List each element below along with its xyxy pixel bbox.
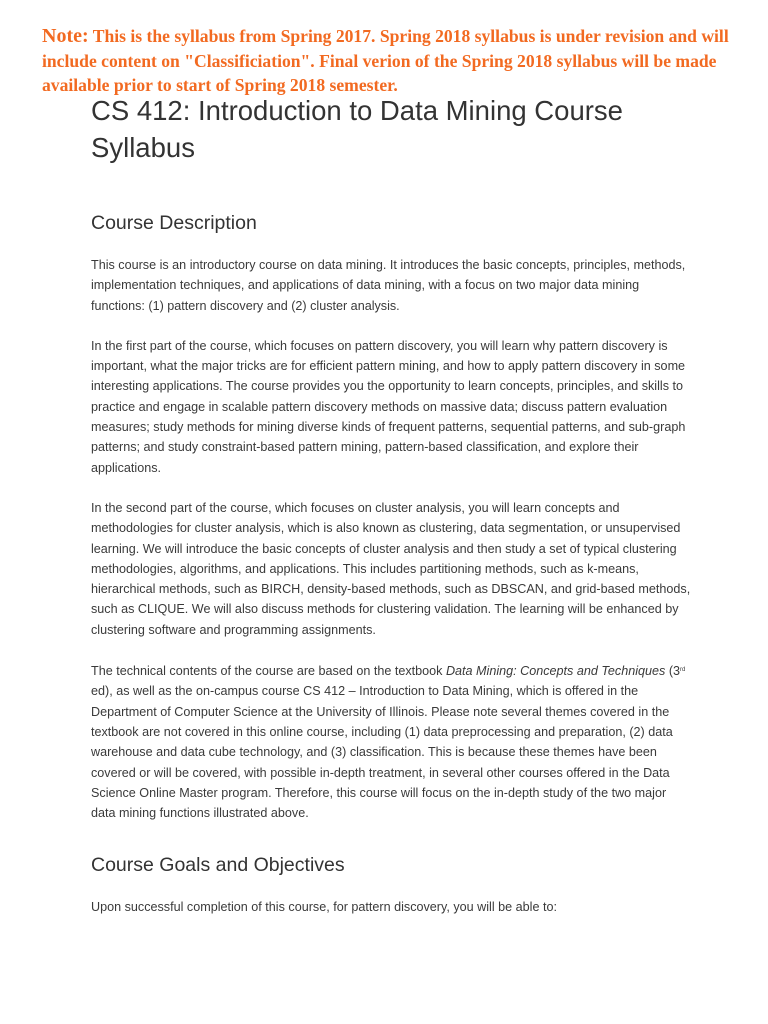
description-paragraph-1: This course is an introductory course on data mining. It introduces the basic concepts, principles, methods, implementation techniques, and applications of data mining, with a focus on two major data mining functions: (1) pattern discovery and (2) cluster analysis. bbox=[91, 258, 686, 313]
edition-superscript: rd bbox=[680, 667, 686, 674]
textbook-title: Data Mining: Concepts and Techniques bbox=[445, 664, 666, 679]
edition-close: ed) bbox=[91, 684, 110, 699]
note-label: Note: bbox=[42, 25, 89, 47]
syllabus-content bbox=[91, 92, 691, 918]
description-paragraph-4 bbox=[91, 660, 691, 823]
paragraph-4-rest: , as well as the on-campus course CS 412 – Introduction to Data Mining, which is offered in the Department of Computer Science at the University of Illinois. Please note several themes covered in the textbook are not covered in this online course, including (1) data preprocessing and preparation, (2) data warehouse and data cube technology, and (3) classification. This is because these themes have been covered or will be covered, with possible in-depth treatment, in several other courses offered in the Data Science Online Master program. Therefore, this course will focus on the in-depth study of the two major data mining functions illustrated above. bbox=[91, 684, 673, 821]
page-title: CS 412: Introduction to Data Mining Course Syllabus bbox=[91, 95, 623, 163]
description-paragraph-2: In the first part of the course, which focuses on pattern discovery, you will learn why pattern discovery is important, what the major tricks are for efficient pattern mining, and how to apply pattern discovery in some interesting applications. The course provides you the opportunity to learn concepts, principles, and skills to practice and engage in scalable pattern discovery methods on massive data; discuss pattern evaluation measures; study methods for mining diverse kinds of frequent patterns, sequential patterns, and sub-graph patterns; and study constraint-based pattern mining, pattern-based classification, and explore their applications. bbox=[91, 338, 686, 475]
course-goals-heading: Course Goals and Objectives bbox=[91, 854, 345, 877]
note-text: This is the syllabus from Spring 2017. Spring 2018 syllabus is under revision and will include content on "Classificiation". Final verion of the Spring 2018 syllabus will be made available prior to start of Spring 2018 semester. bbox=[42, 26, 729, 95]
goals-intro: Upon successful completion of this course, for pattern discovery, you will be able to: bbox=[91, 900, 557, 915]
paragraph-4-lead: The technical contents of the course are based on the textbook bbox=[91, 664, 446, 679]
revision-note bbox=[42, 24, 732, 98]
edition-open: (3 bbox=[665, 664, 681, 679]
description-paragraph-3: In the second part of the course, which focuses on cluster analysis, you will learn concepts and methodologies for cluster analysis, which is also known as clustering, data segmentation, or unsupervised learning. We will introduce the basic concepts of cluster analysis and then study a set of typical clustering methodologies, algorithms, and applications. This includes partitioning methods, such as k-means, hierarchical methods, such as BIRCH, density-based methods, such as DBSCAN, and grid-based methods, such as CLIQUE. We will also discuss methods for clustering validation. The learning will be enhanced by clustering software and programming assignments. bbox=[91, 500, 691, 637]
course-description-heading: Course Description bbox=[91, 212, 257, 234]
